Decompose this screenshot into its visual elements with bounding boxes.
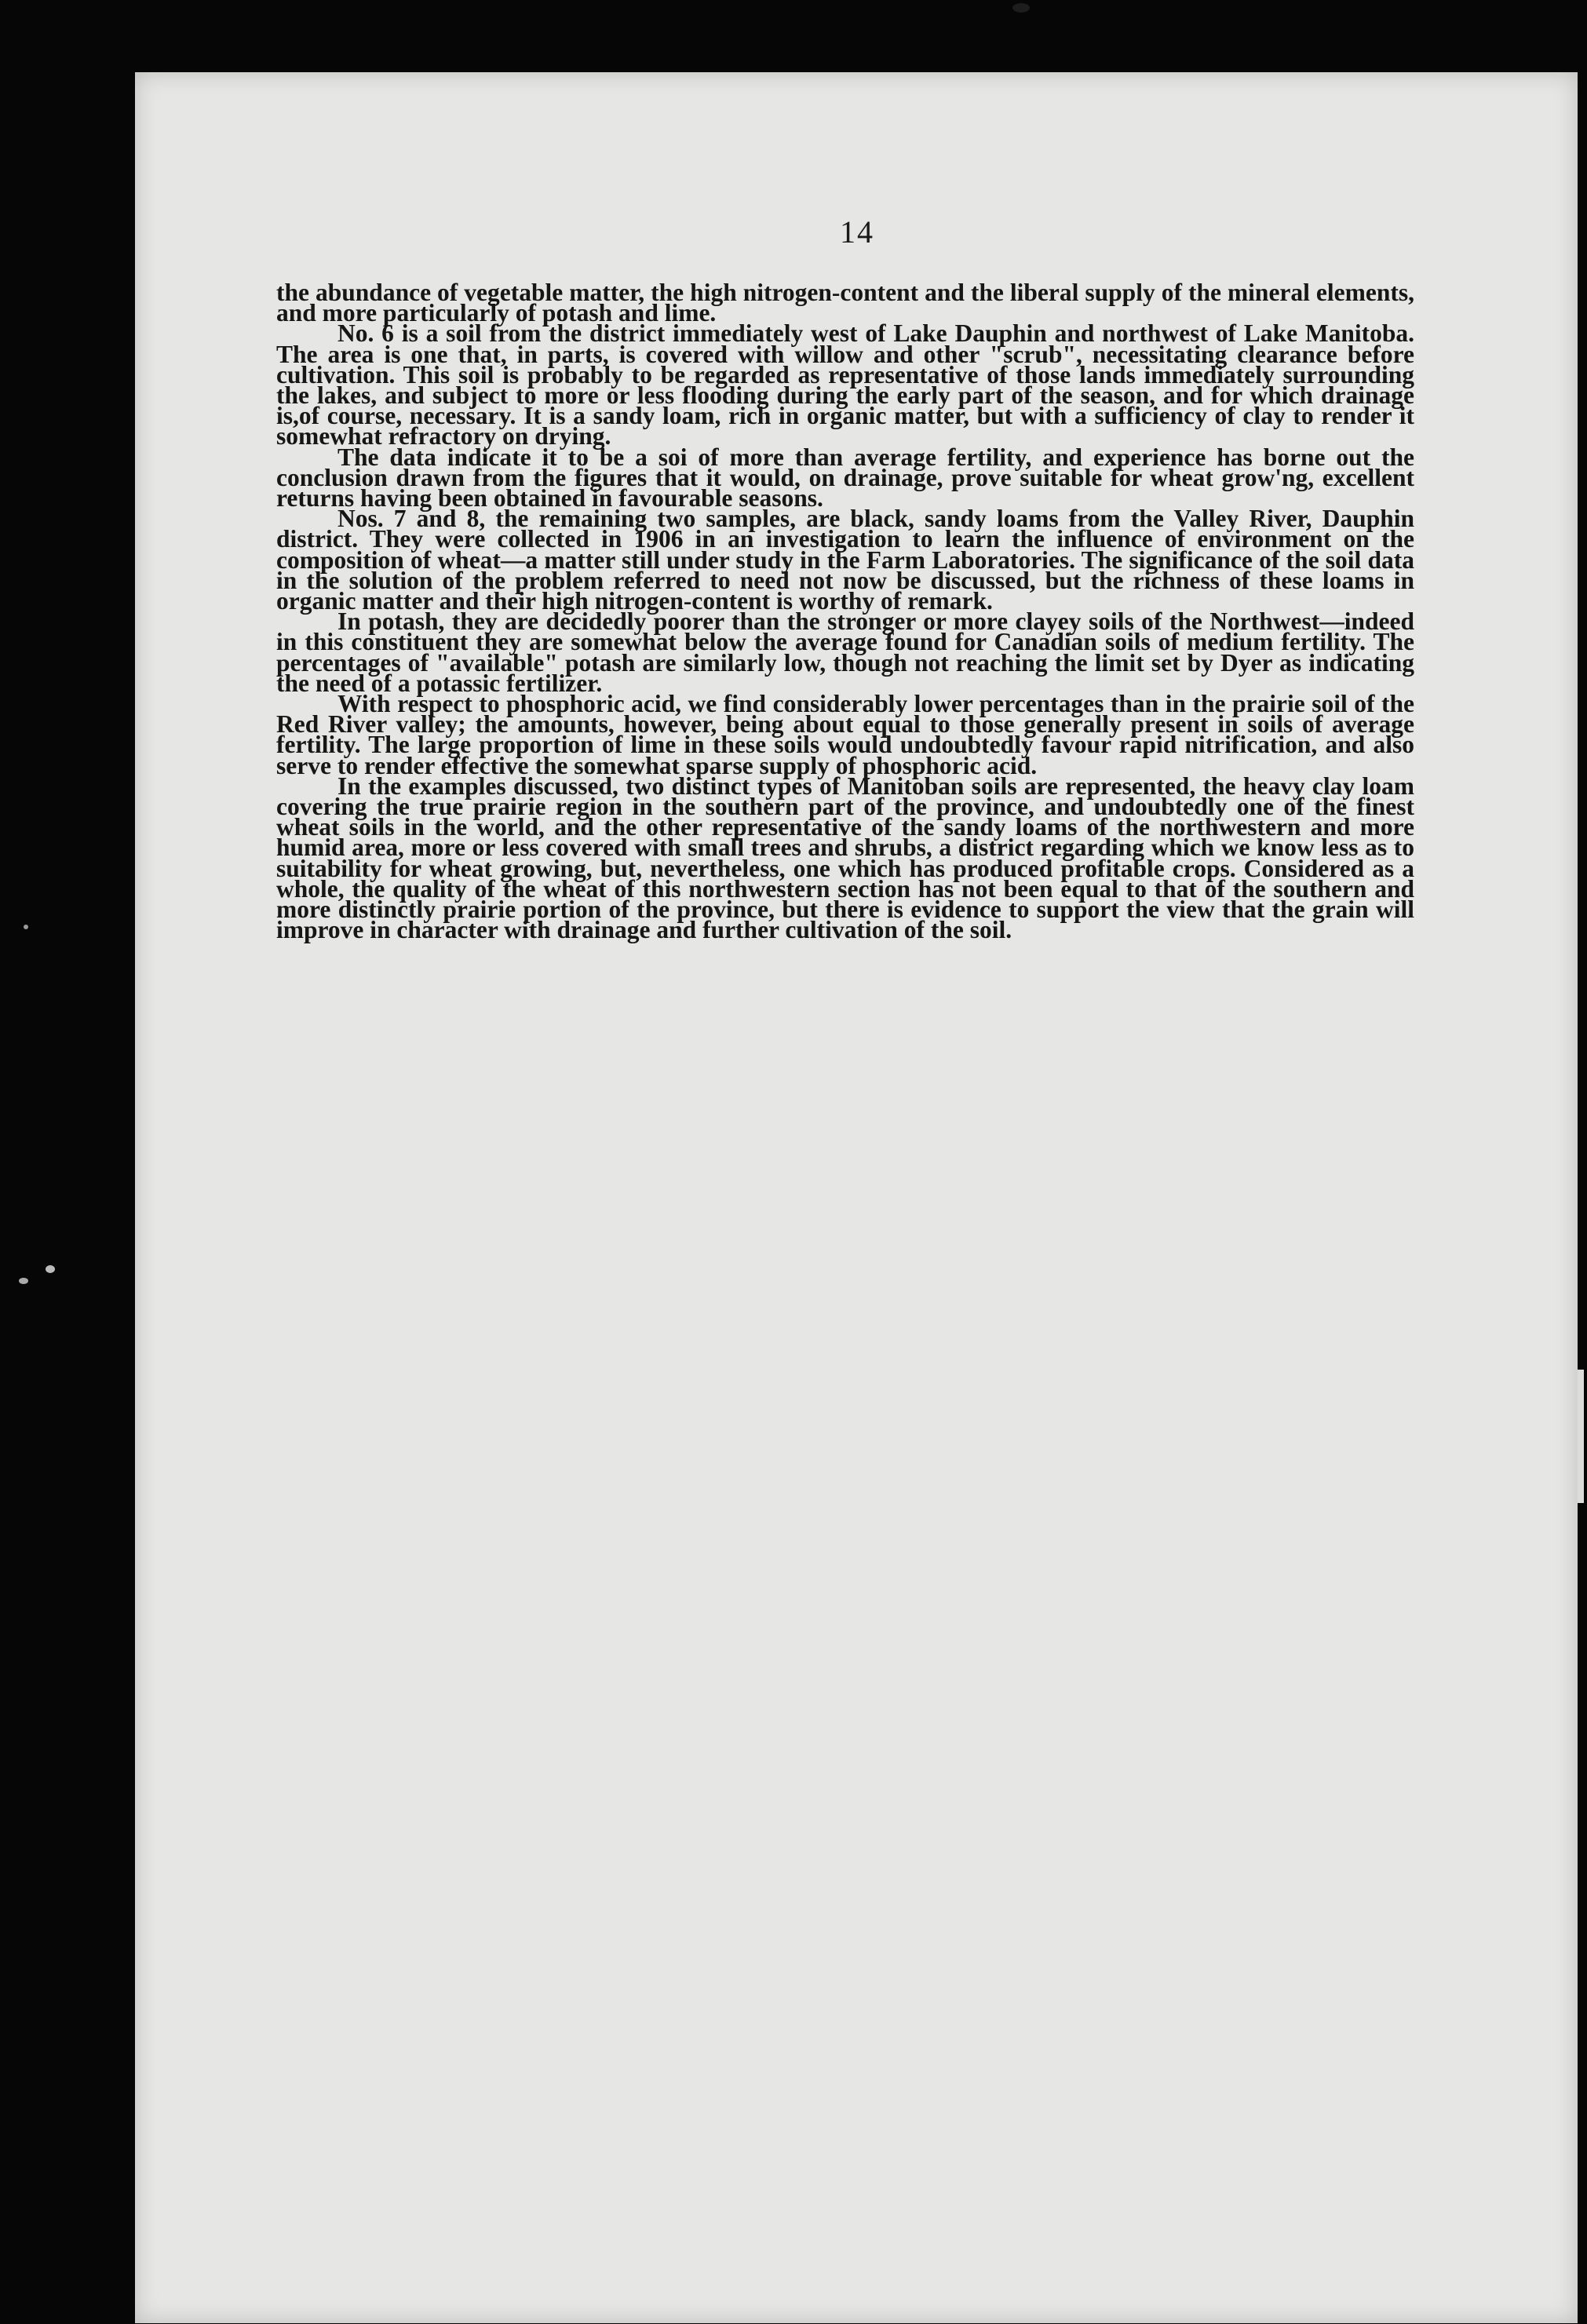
scan-speck — [1012, 3, 1030, 13]
paragraph: In potash, they are decidedly poorer than the stronger or more clayey soils of the Northwest—indeed in this constituent they are somewhat below the average found for Canadian soils of medium fertility. The percentages of "available" potash are similarly low, though not reaching the limit set by Dyer as indicating the need of a potassic fertilizer. — [276, 607, 1414, 697]
paragraph: Nos. 7 and 8, the remaining two samples, are black, sandy loams from the Valley River, Dauphin district. They were collected in 1906 in an investigation to learn the influence of environment on the composition of wheat—a matter still under study in the Farm Laboratories. The significance of the soil data in the solution of the problem referred to need not now be discussed, but the richness of these loams in organic matter and their high nitrogen-content is worthy of remark. — [276, 505, 1414, 615]
paragraph: In the examples discussed, two distinct types of Manitoban soils are represented, the heavy clay loam covering the true prairie region in the southern part of the province, and undoubtedly one of the finest wheat soils in the world, and the other representative of the sandy loams of the northwestern and more humid area, more or less covered with small trees and shrubs, a district regarding which we know less as to suitability for wheat growing, but, nevertheless, one which has produced profitable crops. Considered as a whole, the quality of the wheat of this northwestern section has not been equal to that of the southern and more distinctly prairie portion of the province, but there is evidence to support the view that the grain will improve in character with drainage and further cultivation of the soil. — [276, 772, 1414, 944]
body-text — [276, 279, 1414, 944]
paragraph: No. 6 is a soil from the district immediately west of Lake Dauphin and northwest of Lake Manitoba. The area is one that, in parts, is covered with willow and other "scrub", necessitating clearance before cultivation. This soil is probably to be regarded as representative of those lands immediately surrounding the lakes, and subject to more or less flooding during the early part of the season, and for which drainage is,of course, necessary. It is a sandy loam, rich in organic matter, but with a sufficiency of clay to render it somewhat refractory on drying. — [276, 319, 1414, 451]
page-edge-mark — [1578, 1370, 1584, 1503]
scan-speck — [24, 925, 28, 929]
paragraph: the abundance of vegetable matter, the high nitrogen-content and the liberal supply of the mineral elements, and more particularly of potash and lime. — [276, 279, 1414, 327]
scan-speck — [46, 1265, 55, 1273]
page-number: 14 — [840, 214, 874, 250]
scan-speck — [19, 1278, 28, 1284]
paragraph: With respect to phosphoric acid, we find considerably lower percentages than in the prairie soil of the Red River valley; the amounts, however, being about equal to those generally present in soils of average fertility. The large proportion of lime in these soils would undoubtedly favour rapid nitrification, and also serve to render effective the somewhat sparse supply of phosphoric acid. — [276, 690, 1414, 779]
paragraph: The data indicate it to be a soi of more than average fertility, and experience has borne out the conclusion drawn from the figures that it would, on drainage, prove suitable for wheat grow'ng, excellent returns having been obtained in favourable seasons. — [276, 443, 1414, 513]
